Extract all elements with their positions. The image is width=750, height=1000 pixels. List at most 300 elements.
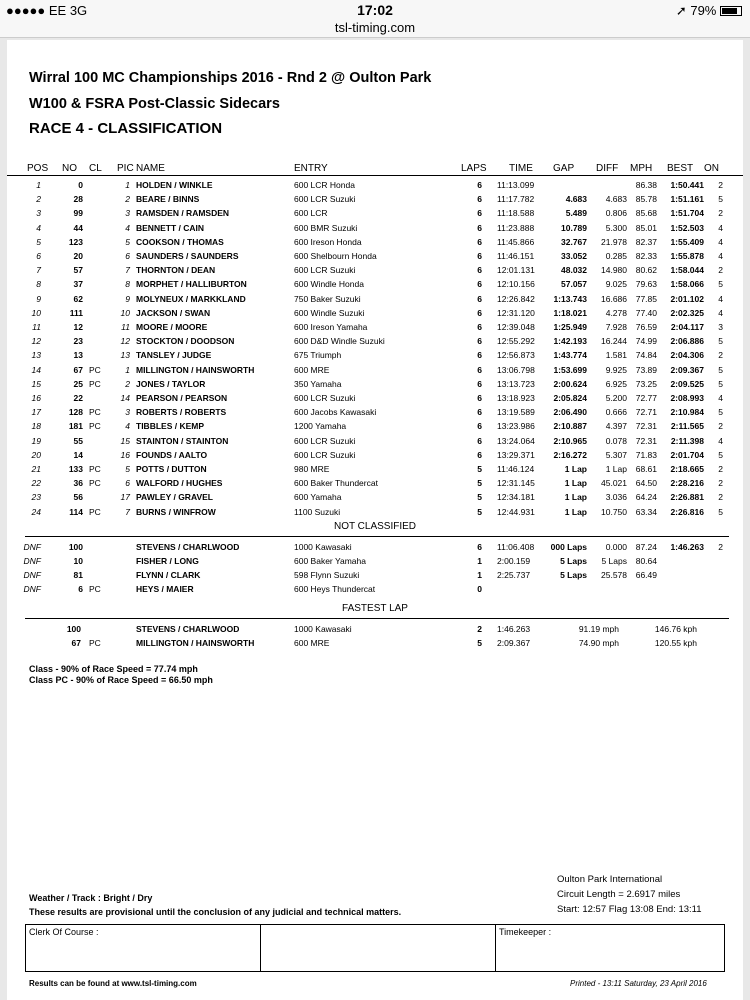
clerk-of-course-cell	[26, 925, 261, 971]
table-row	[7, 206, 743, 220]
cell-diff: 0.000	[605, 542, 627, 552]
cell-no: 14	[73, 449, 83, 460]
cell-entry: 600 MRE	[294, 638, 330, 648]
cell-diff: 21.978	[601, 236, 627, 247]
table-row	[7, 462, 743, 476]
cell-diff: 5.307	[605, 449, 627, 460]
table-row	[7, 554, 743, 568]
cell-mph: 82.37	[635, 236, 657, 247]
footer-printed: Printed - 13:11 Saturday, 23 April 2016	[570, 979, 707, 988]
cell-time: 11:46.124	[497, 464, 535, 474]
cell-pos: 22	[31, 478, 41, 489]
cell-no: 114	[69, 506, 83, 517]
cell-on: 4	[718, 251, 723, 261]
cell-laps: 6	[477, 222, 482, 233]
cell-no: 128	[68, 407, 83, 418]
results-document	[7, 40, 743, 1000]
cell-no: 67	[71, 638, 81, 648]
cell-entry: 600 Shelbourn Honda	[294, 251, 377, 261]
cell-mph: 72.71	[635, 407, 657, 418]
table-row	[7, 192, 743, 206]
cell-entry: 600 Ireson Yamaha	[294, 322, 368, 332]
cell-best: 2:09.367	[670, 364, 704, 375]
cell-pic: 4	[125, 222, 130, 233]
class-note: Class PC - 90% of Race Speed = 66.50 mph	[29, 675, 213, 685]
cell-pic: 9	[125, 293, 130, 304]
cell-name: ROBERTS / ROBERTS	[136, 407, 227, 418]
cell-time: 13:13.723	[497, 378, 535, 389]
cell-time: 12:56.873	[497, 350, 535, 361]
cell-time: 11:23.888	[497, 222, 535, 233]
cell-pic: 3	[125, 208, 130, 219]
table-row	[7, 405, 743, 419]
cell-no: 123	[68, 236, 83, 247]
cell-on: 5	[718, 336, 723, 347]
battery-icon	[720, 6, 742, 16]
cell-best: 2:10.984	[670, 407, 704, 418]
cell-no: 20	[73, 251, 83, 261]
cell-mph: 64.50	[635, 478, 657, 489]
cell-name: BEARE / BINNS	[136, 194, 200, 205]
cell-no: 0	[78, 180, 83, 190]
cell-entry: 600 Yamaha	[294, 492, 342, 503]
cell-pos: 10	[31, 307, 41, 318]
cell-laps: 6	[477, 236, 482, 247]
cell-diff: 5 Laps	[601, 556, 627, 566]
cell-gap: 2:10.887	[553, 421, 587, 432]
cell-gap: 1 Lap	[564, 506, 587, 517]
cell-laps: 6	[477, 407, 482, 418]
cell-on: 4	[718, 222, 723, 233]
cell-pic: 2	[125, 378, 130, 389]
cell-name: FISHER / LONG	[136, 556, 199, 566]
cell-time: 2:25.737	[497, 570, 531, 580]
cell-class: PC	[89, 364, 101, 375]
cell-pic: 17	[120, 492, 130, 503]
cell-time: 1:46.263	[497, 624, 531, 634]
table-row	[7, 348, 743, 362]
cell-entry: 600 Baker Thundercat	[294, 478, 378, 489]
cell-name: THORNTON / DEAN	[136, 265, 216, 276]
cell-best: 2:26.881	[670, 492, 704, 503]
cell-pos: DNF	[23, 542, 41, 552]
cell-time: 12:34.181	[497, 492, 535, 503]
cell-no: 36	[73, 478, 83, 489]
cell-mph: 86.38	[635, 180, 657, 190]
cell-mph: 72.31	[635, 435, 657, 446]
status-bar	[0, 0, 750, 22]
cell-mph: 74.99	[635, 336, 657, 347]
cell-on: 5	[718, 407, 723, 418]
cell-pic: 1	[125, 364, 130, 375]
cell-name: RAMSDEN / RAMSDEN	[136, 208, 230, 219]
cell-on: 4	[718, 293, 723, 304]
cell-best: 2:18.665	[670, 464, 704, 474]
cell-name: POTTS / DUTTON	[136, 464, 207, 474]
blank-cell	[261, 925, 496, 971]
cell-name: PAWLEY / GRAVEL	[136, 492, 213, 503]
cell-mph: 74.90 mph	[578, 638, 619, 648]
cell-entry: 1000 Kawasaki	[294, 542, 352, 552]
cell-gap: 5 Laps	[560, 570, 587, 580]
battery-percent: 79%	[690, 3, 717, 18]
cell-time: 13:06.798	[497, 364, 535, 375]
cell-name: BURNS / WINFROW	[136, 506, 216, 517]
cell-laps: 1	[477, 570, 482, 580]
footer-website: Results can be found at www.tsl-timing.com	[29, 979, 197, 988]
cell-entry: 600 LCR Suzuki	[294, 435, 356, 446]
cell-on: 2	[718, 478, 723, 489]
cell-entry: 600 Ireson Honda	[294, 236, 362, 247]
cell-pic: 4	[125, 421, 130, 432]
cell-name: MOORE / MOORE	[136, 322, 208, 332]
cell-on: 5	[718, 194, 723, 205]
class-subtitle: W100 & FSRA Post-Classic Sidecars	[29, 96, 280, 112]
cell-pic: 13	[120, 350, 130, 361]
cell-pos: 9	[36, 293, 41, 304]
cell-name: STOCKTON / DOODSON	[136, 336, 235, 347]
cell-mph: 77.40	[635, 307, 657, 318]
cell-no: 6	[78, 584, 83, 594]
cell-name: WALFORD / HUGHES	[136, 478, 223, 489]
cell-entry: 600 BMR Suzuki	[294, 222, 358, 233]
timekeeper-label: Timekeeper :	[499, 927, 552, 937]
cell-diff: 0.078	[605, 435, 627, 446]
table-row	[7, 292, 743, 306]
cell-mph: 77.85	[635, 293, 657, 304]
cell-entry: 600 LCR Suzuki	[294, 393, 356, 403]
cell-pos: 13	[31, 350, 41, 361]
cell-diff: 4.278	[605, 307, 627, 318]
cell-mph: 73.89	[635, 364, 657, 375]
cell-gap: 1:42.193	[553, 336, 587, 347]
cell-no: 22	[73, 393, 83, 403]
table-row	[7, 582, 743, 596]
cell-name: TIBBLES / KEMP	[136, 421, 205, 432]
col-gap: GAP	[553, 163, 575, 174]
url-bar[interactable]	[0, 20, 750, 38]
cell-gap: 48.032	[561, 265, 587, 276]
cell-time: 12:39.048	[497, 322, 535, 332]
cell-mph: 85.01	[635, 222, 657, 233]
cell-entry: 600 LCR Suzuki	[294, 449, 356, 460]
cell-gap: 2:05.824	[553, 393, 587, 403]
cell-diff: 10.750	[601, 506, 627, 517]
cell-no: 56	[73, 492, 83, 503]
table-row	[7, 490, 743, 504]
cell-mph: 72.31	[635, 421, 657, 432]
cell-time: 12:26.842	[497, 293, 535, 304]
cell-time: 12:44.931	[497, 506, 535, 517]
cell-on: 2	[718, 350, 723, 361]
cell-entry: 600 LCR	[294, 208, 328, 219]
cell-diff: 45.021	[601, 478, 627, 489]
race-title: RACE 4 - CLASSIFICATION	[29, 120, 223, 137]
table-row	[7, 277, 743, 291]
cell-entry: 750 Baker Suzuki	[294, 293, 361, 304]
cell-no: 99	[73, 208, 83, 219]
cell-pos: 3	[36, 208, 41, 219]
cell-no: 13	[73, 350, 83, 361]
table-row	[7, 391, 743, 405]
cell-entry: 600 Jacobs Kawasaki	[294, 407, 377, 418]
cell-diff: 16.244	[601, 336, 627, 347]
cell-gap: 1:18.021	[553, 307, 587, 318]
cell-pic: 6	[125, 478, 130, 489]
signature-box	[25, 924, 725, 972]
cell-pic: 3	[125, 407, 130, 418]
cell-best: 2:11.565	[670, 421, 704, 432]
col-cl: CL	[89, 163, 102, 174]
cell-mph: 87.24	[635, 542, 657, 552]
cell-pos: 18	[31, 421, 41, 432]
cell-diff: 3.036	[605, 492, 627, 503]
cell-pos: DNF	[23, 584, 41, 594]
cell-diff: 0.666	[605, 407, 627, 418]
cell-pos: 24	[31, 506, 41, 517]
cell-pic: 11	[121, 322, 130, 332]
cell-best: 1:55.878	[670, 251, 704, 261]
race-times: Start: 12:57 Flag 13:08 End: 13:11	[557, 904, 702, 915]
table-row	[7, 235, 743, 249]
cell-class: PC	[89, 584, 101, 594]
cell-entry: 980 MRE	[294, 464, 330, 474]
table-row	[7, 221, 743, 235]
cell-pos: 2	[36, 194, 41, 205]
weather-track: Weather / Track : Bright / Dry	[29, 893, 153, 903]
cell-no: 133	[68, 464, 83, 474]
cell-name: MORPHET / HALLIBURTON	[136, 279, 247, 290]
cell-diff: 14.980	[601, 265, 627, 276]
cell-laps: 6	[477, 336, 482, 347]
cell-entry: 598 Flynn Suzuki	[294, 570, 360, 580]
cell-name: STEVENS / CHARLWOOD	[136, 624, 240, 634]
cell-gap: 5 Laps	[560, 556, 587, 566]
cell-laps: 6	[477, 307, 482, 318]
cell-entry: 675 Triumph	[294, 350, 342, 361]
cell-class: PC	[89, 506, 101, 517]
cell-on: 3	[718, 322, 723, 332]
cell-gap: 1 Lap	[564, 464, 587, 474]
cell-mph: 71.83	[635, 449, 657, 460]
cell-gap: 1 Lap	[564, 492, 587, 503]
cell-laps: 6	[477, 293, 482, 304]
cell-no: 37	[73, 279, 83, 290]
table-row	[7, 540, 743, 554]
cell-diff: 0.285	[605, 251, 627, 261]
table-row	[7, 622, 743, 636]
cell-time: 2:00.159	[497, 556, 531, 566]
cell-time: 2:09.367	[497, 638, 531, 648]
cell-pos: 23	[31, 492, 41, 503]
cell-name: MILLINGTON / HAINSWORTH	[136, 638, 255, 648]
class-note: Class - 90% of Race Speed = 77.74 mph	[29, 664, 198, 674]
cell-time: 11:13.099	[497, 180, 535, 190]
cell-on: 5	[718, 449, 723, 460]
cell-pos: 20	[31, 449, 41, 460]
cell-entry: 600 Heys Thundercat	[294, 584, 376, 594]
cell-no: 44	[73, 222, 83, 233]
cell-gap: 2:06.490	[553, 407, 587, 418]
cell-on: 5	[718, 279, 723, 290]
event-title: Wirral 100 MC Championships 2016 - Rnd 2 @ Oulton Park	[29, 70, 432, 86]
cell-class: PC	[89, 378, 101, 389]
cell-entry: 1000 Kawasaki	[294, 624, 352, 634]
table-row	[7, 363, 743, 377]
cell-pos: 12	[31, 336, 41, 347]
cell-laps: 5	[477, 638, 482, 648]
col-pic: PIC	[117, 163, 134, 174]
cell-laps: 2	[477, 624, 482, 634]
cell-pos: 14	[31, 364, 41, 375]
cell-laps: 6	[477, 421, 482, 432]
cell-diff: 25.578	[601, 570, 627, 580]
cell-mph: 74.84	[635, 350, 657, 361]
table-row	[7, 377, 743, 391]
cell-mph: 85.78	[635, 194, 657, 205]
cell-pos: 21	[31, 464, 41, 474]
cell-pic: 5	[125, 236, 130, 247]
cell-best: 1:58.044	[670, 265, 704, 276]
cell-name: MOLYNEUX / MARKKLAND	[136, 293, 246, 304]
cell-entry: 1100 Suzuki	[294, 506, 341, 517]
cell-laps: 6	[477, 194, 482, 205]
cell-laps: 0	[477, 584, 482, 594]
cell-on: 2	[718, 208, 723, 219]
col-laps: LAPS	[461, 163, 487, 174]
cell-mph: 85.68	[635, 208, 657, 219]
cell-diff: 1.581	[605, 350, 627, 361]
cell-no: 81	[73, 570, 83, 580]
table-row	[7, 505, 743, 519]
cell-entry: 600 LCR Honda	[294, 180, 355, 190]
cell-pos: 5	[36, 236, 41, 247]
table-row	[7, 476, 743, 490]
cell-entry: 350 Yamaha	[294, 378, 342, 389]
cell-laps: 5	[477, 506, 482, 517]
cell-best: 2:08.993	[670, 393, 704, 403]
cell-diff: 16.686	[601, 293, 627, 304]
cell-pos: 17	[31, 407, 41, 418]
cell-no: 67	[73, 364, 83, 375]
cell-on: 5	[718, 364, 723, 375]
cell-pos: 16	[31, 393, 41, 403]
cell-pic: 5	[125, 464, 130, 474]
cell-laps: 6	[477, 251, 482, 261]
cell-on: 2	[718, 464, 723, 474]
table-row	[7, 434, 743, 448]
cell-diff: 7.928	[605, 322, 627, 332]
table-row	[7, 178, 743, 192]
cell-no: 10	[73, 556, 83, 566]
cell-diff: 4.397	[605, 421, 627, 432]
cell-on: 2	[718, 180, 723, 190]
cell-laps: 6	[477, 364, 482, 375]
cell-entry: 1200 Yamaha	[294, 421, 347, 432]
cell-entry: 600 LCR Suzuki	[294, 194, 356, 205]
cell-pos: 1	[36, 180, 41, 190]
cell-gap: 1 Lap	[564, 478, 587, 489]
timekeeper-cell	[496, 925, 724, 971]
cell-on: 4	[718, 307, 723, 318]
cell-class: PC	[89, 638, 101, 648]
cell-laps: 5	[477, 464, 482, 474]
col-time: TIME	[509, 163, 533, 174]
cell-mph: 72.77	[635, 393, 657, 403]
cell-diff: 5.300	[605, 222, 627, 233]
cell-no: 25	[73, 378, 83, 389]
cell-pos: 8	[36, 279, 41, 290]
cell-no: 181	[68, 421, 83, 432]
cell-kph: 120.55 kph	[654, 638, 697, 648]
cell-best: 1:52.503	[670, 222, 704, 233]
cell-pic: 1	[125, 180, 130, 190]
cell-diff: 0.806	[605, 208, 627, 219]
cell-best: 1:50.441	[670, 180, 704, 190]
circuit-length: Circuit Length = 2.6917 miles	[557, 889, 681, 900]
cell-time: 11:06.408	[497, 542, 535, 552]
cell-name: FLYNN / CLARK	[136, 570, 201, 580]
cell-time: 13:23.986	[497, 421, 535, 432]
cell-name: JONES / TAYLOR	[136, 378, 206, 389]
cell-mph: 64.24	[635, 492, 657, 503]
divider	[25, 618, 729, 619]
cell-class: PC	[89, 478, 101, 489]
cell-best: 1:58.066	[670, 279, 704, 290]
cell-class: PC	[89, 407, 101, 418]
cell-time: 12:31.120	[497, 307, 535, 318]
cell-time: 13:24.064	[497, 435, 535, 446]
col-entry: ENTRY	[294, 163, 328, 174]
cell-gap: 2:00.624	[553, 378, 587, 389]
cell-pic: 15	[120, 435, 130, 446]
cell-best: 1:51.704	[670, 208, 704, 219]
cell-mph: 80.64	[635, 556, 657, 566]
cell-gap: 4.683	[565, 194, 587, 205]
cell-pic: 8	[125, 279, 130, 290]
cell-time: 13:18.923	[497, 393, 535, 403]
cell-class: PC	[89, 464, 101, 474]
cell-gap: 2:10.965	[553, 435, 587, 446]
col-diff: DIFF	[596, 163, 619, 174]
cell-on: 2	[718, 542, 723, 552]
cell-laps: 6	[477, 180, 482, 190]
cell-best: 2:28.216	[670, 478, 704, 489]
cell-mph: 80.62	[635, 265, 657, 276]
cell-no: 100	[66, 624, 81, 634]
cell-mph: 76.59	[635, 322, 657, 332]
cell-pic: 14	[120, 393, 130, 403]
location-arrow-icon: ➚	[675, 3, 687, 18]
cell-pos: 11	[32, 322, 41, 332]
cell-time: 11:46.151	[497, 251, 535, 261]
cell-name: TANSLEY / JUDGE	[136, 350, 212, 361]
cell-laps: 1	[477, 556, 482, 566]
cell-name: HEYS / MAIER	[136, 584, 194, 594]
cell-no: 111	[69, 307, 83, 318]
cell-pos: 4	[36, 222, 41, 233]
cell-time: 13:29.371	[497, 449, 535, 460]
cell-no: 28	[73, 194, 83, 205]
cell-mph: 73.25	[635, 378, 657, 389]
url-text: tsl-timing.com	[334, 20, 416, 35]
cell-pos: 15	[31, 378, 41, 389]
cell-time: 11:45.866	[497, 236, 535, 247]
cell-no: 100	[68, 542, 83, 552]
cell-kph: 146.76 kph	[654, 624, 697, 634]
cell-pic: 12	[120, 336, 130, 347]
cell-name: FOUNDS / AALTO	[136, 449, 208, 460]
